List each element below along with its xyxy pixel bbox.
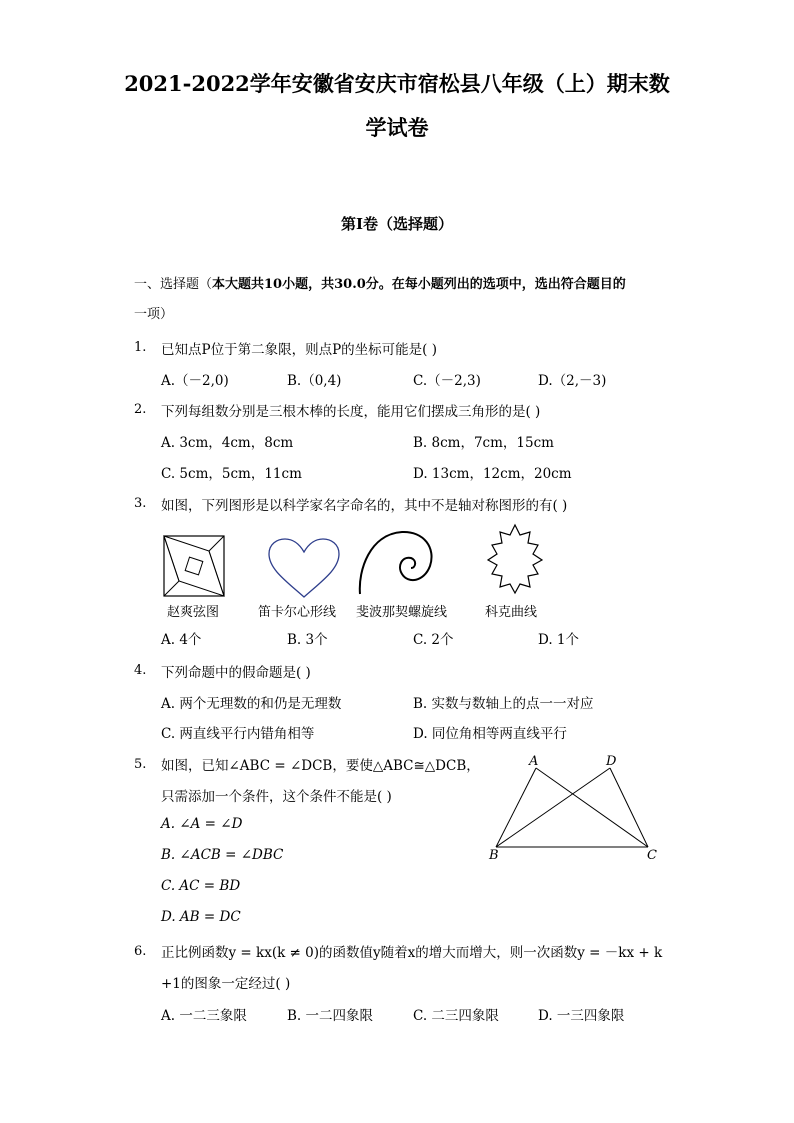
question-number: 2. xyxy=(134,402,147,417)
figure-label-koch: 科克曲线 xyxy=(485,605,538,620)
vertex-label-d: D xyxy=(606,754,617,769)
koch-snowflake xyxy=(480,523,550,595)
option-d: D. 13cm，12cm，20cm xyxy=(413,466,572,482)
option-b: B.（0,4) xyxy=(287,373,342,389)
option-d: D. 一三四象限 xyxy=(538,1008,625,1024)
option-a: A. 4个 xyxy=(161,632,202,648)
option-c: C. 5cm，5cm，11cm xyxy=(161,466,302,482)
section-instruction-line2: 一项） xyxy=(134,307,174,322)
question-text-line2: 只需添加一个条件，这个条件不能是( ) xyxy=(161,789,392,805)
option-a: A. 两个无理数的和仍是无理数 xyxy=(161,696,342,712)
figure-label-fibonacci: 斐波那契螺旋线 xyxy=(356,605,448,620)
zhao-shuang-diagram xyxy=(163,535,225,597)
option-d: D. 同位角相等两直线平行 xyxy=(413,726,567,742)
option-c: C. 二三四象限 xyxy=(413,1008,499,1024)
question-text: 下列每组数分别是三根木棒的长度，能用它们摆成三角形的是( ) xyxy=(161,404,541,420)
vertex-label-c: C xyxy=(647,848,657,863)
question-number: 4. xyxy=(134,663,147,678)
option-b: B. 一二四象限 xyxy=(287,1008,374,1024)
question-number: 5. xyxy=(134,757,147,772)
option-a: A. 一二三象限 xyxy=(161,1008,247,1024)
question-text: 下列命题中的假命题是( ) xyxy=(161,665,311,681)
question-text: 如图，下列图形是以科学家名字命名的，其中不是轴对称图形的有( ) xyxy=(161,498,568,514)
option-b: B. 3个 xyxy=(287,632,328,648)
vertex-label-a: A xyxy=(529,754,539,769)
question-text: 已知点P位于第二象限，则点P的坐标可能是( ) xyxy=(161,342,437,358)
option-b: B. ∠ACB = ∠DBC xyxy=(161,847,284,863)
option-a: A. ∠A = ∠D xyxy=(161,816,243,832)
figure-label-cardioid: 笛卡尔心形线 xyxy=(258,605,337,620)
option-d: D.（2,－3) xyxy=(538,373,607,389)
title-line-1: 2021-2022学年安徽省安庆市宿松县八年级（上）期末数 xyxy=(124,71,670,96)
question-number: 1. xyxy=(134,340,147,355)
option-c: C. 2个 xyxy=(413,632,454,648)
fibonacci-spiral xyxy=(356,530,436,596)
cardioid-heart xyxy=(266,537,342,599)
option-d: D. 1个 xyxy=(538,632,580,648)
section-instruction: 一、选择题（本大题共10小题，共30.0分。在每小题列出的选项中，选出符合题目的 xyxy=(134,277,626,292)
vertex-label-b: B xyxy=(489,848,499,863)
option-c: C.（－2,3) xyxy=(413,373,481,389)
option-d: D. AB = DC xyxy=(161,909,241,925)
question-text: 如图，已知∠ABC = ∠DCB，要使△ABC≅△DCB， xyxy=(161,758,480,774)
title-line-2: 学试卷 xyxy=(365,115,429,140)
option-c: C. AC = BD xyxy=(161,878,241,894)
question-number: 6. xyxy=(134,944,147,959)
question-number: 3. xyxy=(134,496,147,511)
option-a: A.（－2,0) xyxy=(161,373,229,389)
option-a: A. 3cm，4cm，8cm xyxy=(161,435,294,451)
figure-label-zhaoshuang: 赵爽弦图 xyxy=(167,605,220,620)
option-c: C. 两直线平行内错角相等 xyxy=(161,726,315,742)
option-b: B. 8cm，7cm，15cm xyxy=(413,435,554,451)
question-text: 正比例函数y = kx(k ≠ 0)的函数值y随着x的增大而增大，则一次函数y = －kx + k xyxy=(161,945,663,961)
part-heading: 第I卷（选择题） xyxy=(340,215,454,233)
option-b: B. 实数与数轴上的点一一对应 xyxy=(413,696,594,712)
triangle-figure xyxy=(486,752,666,867)
question-text-line2: +1的图象一定经过( ) xyxy=(161,976,291,992)
